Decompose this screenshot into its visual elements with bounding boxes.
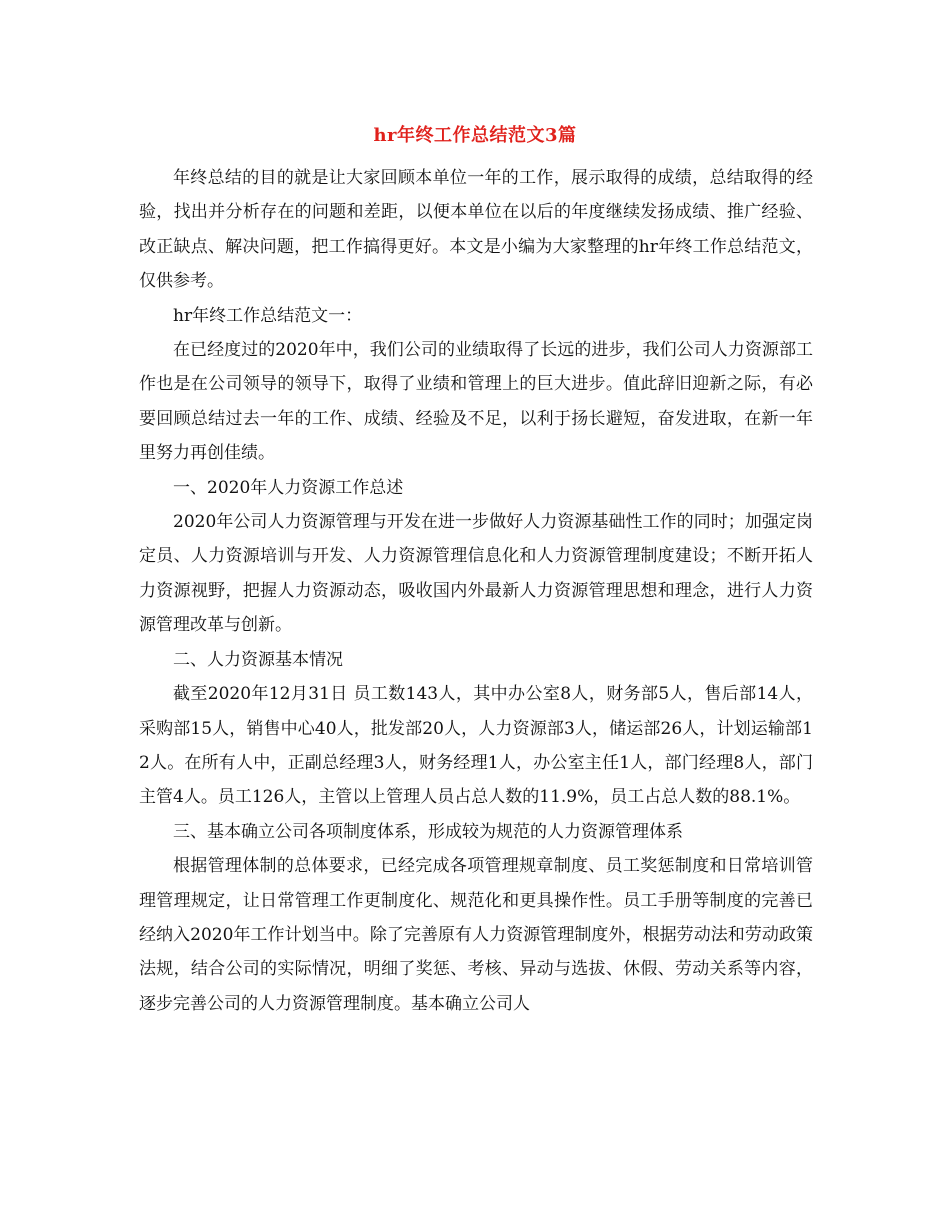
section-heading-3: 三、基本确立公司各项制度体系，形成较为规范的人力资源管理体系 [173, 821, 683, 842]
paragraph-intro: 年终总结的目的就是让大家回顾本单位一年的工作，展示取得的成绩，总结取得的经验，找出并分析存在的问题和差距，以便本单位在以后的年度继续发扬成绩、推广经验、改正缺点、解决问题，把工作搞得更好。本文是小编为大家整理的hr年终工作总结范文，仅供参考。 [139, 168, 813, 292]
paragraph-staff-stats: 截至2020年12月31日 员工数143人，其中办公室8人，财务部5人，售后部14人，采购部15人，销售中心40人，批发部20人，人力资源部3人，储运部26人，计划运输部12人。在所有人中，正副总经理3人，财务经理1人，办公室主任1人，部门经理8人，部门主管4人。员工126人，主管以上管理人员占总人数的11.9%，员工占总人数的88.1%。 [139, 684, 813, 808]
section-heading-1: 一、2020年人力资源工作总述 [173, 477, 404, 498]
paragraph-opening: 在已经度过的2020年中，我们公司的业绩取得了长远的进步，我们公司人力资源部工作也是在公司领导的领导下，取得了业绩和管理上的巨大进步。值此辞旧迎新之际，有必要回顾总结过去一年的工作、成绩、经验及不足，以利于扬长避短，奋发进取，在新一年里努力再创佳绩。 [139, 340, 813, 464]
paragraph-sample-one-heading: hr年终工作总结范文一： [173, 305, 363, 326]
document-body [139, 161, 813, 1021]
paragraph-systems: 根据管理体制的总体要求，已经完成各项管理规章制度、员工奖惩制度和日常培训管理管理规定，让日常管理工作更制度化、规范化和更具操作性。员工手册等制度的完善已经纳入2020年工作计划当中。除了完善原有人力资源管理制度外，根据劳动法和劳动政策法规，结合公司的实际情况，明细了奖惩、考核、异动与选拔、休假、劳动关系等内容，逐步完善公司的人力资源管理制度。基本确立公司人 [139, 856, 813, 1014]
document-title: hr年终工作总结范文3篇 [373, 125, 577, 146]
paragraph-overview: 2020年公司人力资源管理与开发在进一步做好人力资源基础性工作的同时；加强定岗定员、人力资源培训与开发、人力资源管理信息化和人力资源管理制度建设；不断开拓人力资源视野，把握人力资源动态，吸收国内外最新人力资源管理思想和理念，进行人力资源管理改革与创新。 [139, 512, 813, 636]
section-heading-2: 二、人力资源基本情况 [173, 649, 343, 670]
